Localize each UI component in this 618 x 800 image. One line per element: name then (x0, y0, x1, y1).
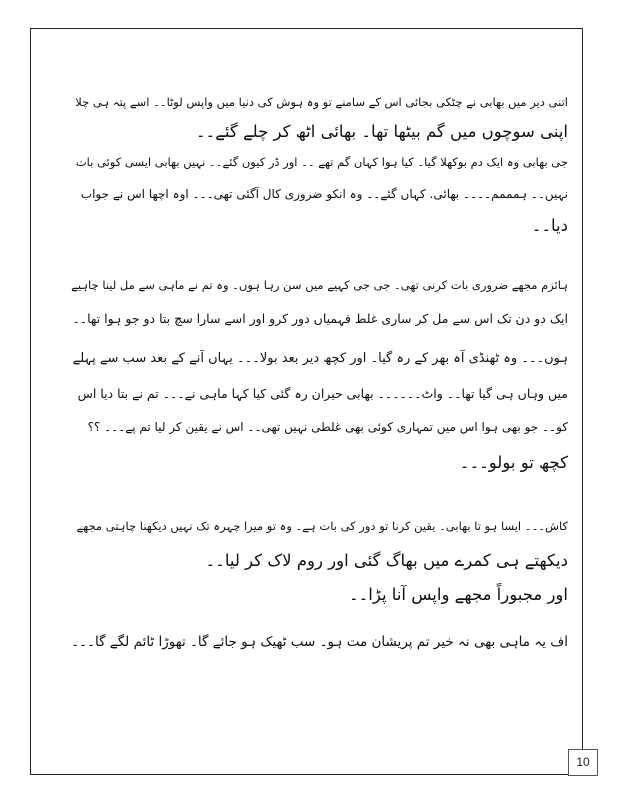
text-line: کچھ تو بولو۔۔۔ (459, 453, 568, 472)
text-line: ہائزم مجھے ضروری بات کرنی تھی۔ جی جی کہیے میں سن رہا ہوں۔ وہ تم نے ماہی سے مل لینا چاہیے (71, 278, 568, 292)
page-content (71, 29, 568, 729)
text-line: اتنی دیر میں بھابی نے چٹکی بجائی اس کے سامنے تو وہ ہوش کی دنیا میں واپس لوٹا۔۔ اسے پتہ ہی چلا (75, 95, 568, 109)
text-line: جی بھابی وہ ایک دم بوکھلا گیا۔ کیا ہوا کہاں گم تھے ۔۔ اور ڈر کیوں گئے۔۔ نہیں بھابی ایسی کوئی بات (75, 155, 568, 169)
text-line: اور مجبوراً مجھے واپس آنا پڑا۔۔ (348, 585, 568, 604)
page-border (30, 28, 583, 775)
text-line: اف یہ ماہی بھی نہ خیر تم پریشان مت ہو۔ سب ٹھیک ہو جائے گا۔ تھوڑا ٹائم لگے گا۔۔۔ (71, 634, 568, 650)
text-line: کو۔۔ جو بھی ہوا اس میں تمہاری کوئی بھی غلطی نہیں تھی۔۔ اس نے یقین کر لیا تم پے۔۔۔ ؟؟ (87, 420, 568, 434)
text-line: اپنی سوچوں میں گم بیٹھا تھا۔ بھائی اٹھ کر چلے گئے۔۔ (195, 122, 568, 141)
text-line: کاش۔۔۔ ایسا ہو تا بھابی۔ یقین کرنا تو دور کی بات ہے۔ وہ تو میرا چہرہ تک نہیں دیکھنا چاہتی مجھے (76, 519, 568, 533)
text-line: نہیں۔۔ ہمممم۔۔۔۔ بھائی. کہاں گئے۔۔ وہ انکو ضروری کال آگئی تھی۔۔۔ اوہ اچھا اس نے جواب (80, 187, 568, 201)
text-line: دیکھتے ہی کمرے میں بھاگ گئی اور روم لاک کر لیا۔۔ (205, 551, 568, 570)
page-number: 10 (568, 749, 598, 776)
text-line: ایک دو دن تک اس سے مل کر ساری غلط فہمیاں دور کرو اور اسے سارا سچ بتا دو جو ہوا تھا۔۔ (72, 311, 568, 326)
text-line: دیا۔۔ (531, 216, 568, 235)
text-line: میں وہاں ہی گیا تھا۔۔ واٹ۔۔۔۔۔۔ بھابی حیران رہ گئی کیا کہا ماہی نے۔۔۔ تم نے بتا دیا اس (77, 386, 568, 401)
text-line: ہوں۔۔۔ وہ ٹھنڈی آہ بھر کے رہ گیا۔ اور کچھ دیر بعد بولا۔۔۔ یہاں آنے کے بعد سب سے پہلے (72, 351, 568, 366)
